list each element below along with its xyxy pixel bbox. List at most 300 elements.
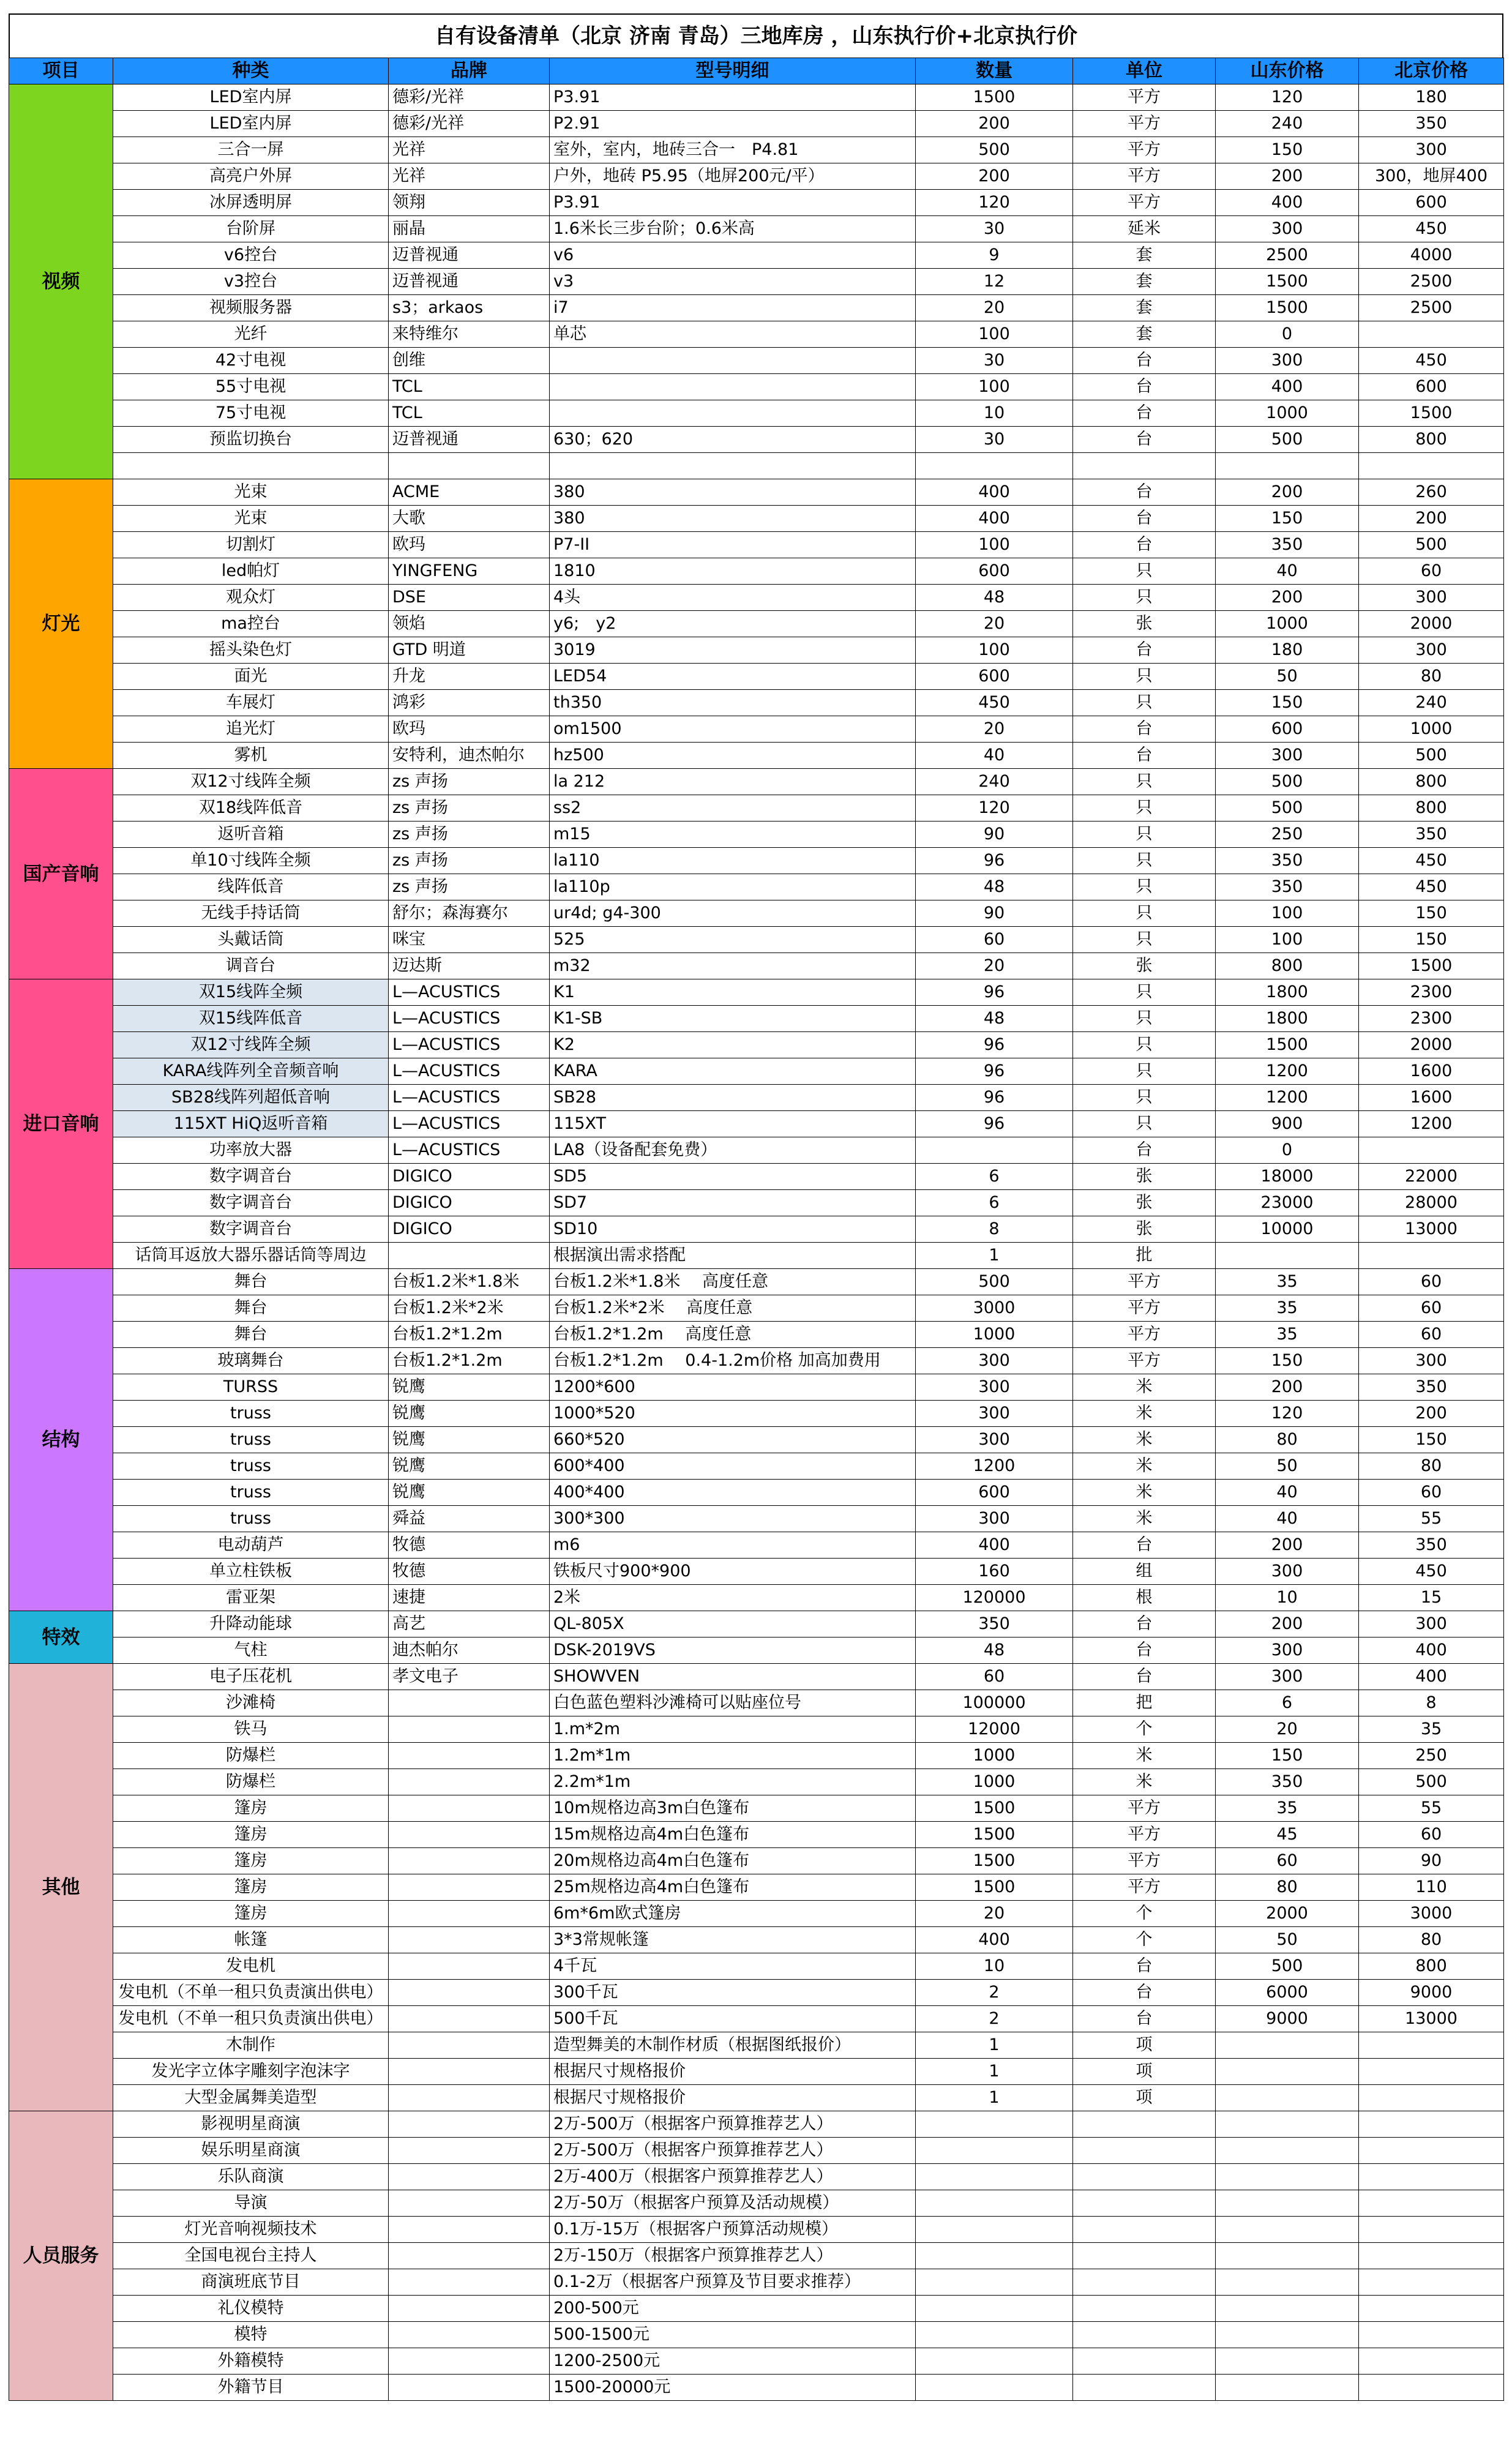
item-kind: 摇头染色灯 (113, 637, 389, 664)
item-model: P3.91 (550, 84, 916, 111)
item-brand: 牧德 (389, 1532, 550, 1559)
item-price-shandong: 10000 (1216, 1216, 1359, 1243)
item-model: 500-1500元 (550, 2322, 916, 2348)
table-row (9, 900, 1504, 927)
item-model: 6m*6m欧式篷房 (550, 1901, 916, 1927)
item-unit: 只 (1073, 848, 1216, 874)
item-unit (1073, 2111, 1216, 2138)
item-unit: 个 (1073, 1716, 1216, 1743)
item-brand (389, 1690, 550, 1716)
item-model: la 212 (550, 769, 916, 795)
item-price-beijing (1359, 2296, 1504, 2322)
item-brand: 锐鹰 (389, 1374, 550, 1401)
item-model: 525 (550, 927, 916, 953)
item-kind: TURSS (113, 1374, 389, 1401)
category-cell: 人员服务 (9, 2111, 113, 2401)
item-price-shandong: 45 (1216, 1822, 1359, 1848)
table-row (9, 979, 1504, 1006)
item-price-shandong: 240 (1216, 111, 1359, 137)
item-model: SHOWVEN (550, 1664, 916, 1690)
item-quantity: 100 (916, 532, 1073, 558)
item-model: 2.2m*1m (550, 1769, 916, 1795)
item-price-shandong: 40 (1216, 558, 1359, 585)
item-unit: 台 (1073, 743, 1216, 769)
item-unit: 米 (1073, 1743, 1216, 1769)
item-quantity: 120 (916, 190, 1073, 216)
item-quantity: 60 (916, 1664, 1073, 1690)
item-unit: 台 (1073, 506, 1216, 532)
table-row (9, 2032, 1504, 2059)
item-kind: 光束 (113, 479, 389, 506)
item-model: LA8（设备配套免费） (550, 1137, 916, 1164)
item-model: 10m规格边高3m白色篷布 (550, 1795, 916, 1822)
table-row (9, 2006, 1504, 2032)
item-brand (389, 2296, 550, 2322)
item-model: 根据尺寸规格报价 (550, 2085, 916, 2111)
item-price-shandong: 50 (1216, 1453, 1359, 1480)
item-model: KARA (550, 1058, 916, 1085)
item-kind: 电子压花机 (113, 1664, 389, 1690)
item-price-shandong: 1800 (1216, 979, 1359, 1006)
table-row (9, 190, 1504, 216)
item-unit: 平方 (1073, 1295, 1216, 1322)
item-kind: 舞台 (113, 1322, 389, 1348)
item-brand: 牧德 (389, 1559, 550, 1585)
item-kind: 篷房 (113, 1822, 389, 1848)
item-unit: 套 (1073, 295, 1216, 321)
item-model: 2万-400万（根据客户预算推荐艺人） (550, 2164, 916, 2190)
item-model: v3 (550, 269, 916, 295)
item-quantity: 90 (916, 900, 1073, 927)
item-quantity (916, 2322, 1073, 2348)
item-price-beijing: 2300 (1359, 1006, 1504, 1032)
item-unit: 根 (1073, 1585, 1216, 1611)
item-brand: 升龙 (389, 664, 550, 690)
table-row (9, 1848, 1504, 1874)
item-model: 1000*520 (550, 1401, 916, 1427)
item-price-beijing: 35 (1359, 1716, 1504, 1743)
item-price-shandong (1216, 2059, 1359, 2085)
item-brand (389, 2190, 550, 2217)
sheet-title: 自有设备清单（北京 济南 青岛）三地库房 ，山东执行价+北京执行价 (9, 13, 1503, 58)
category-cell: 结构 (9, 1269, 113, 1611)
table-row (9, 927, 1504, 953)
header-cell: 种类 (113, 58, 389, 84)
item-quantity: 10 (916, 1953, 1073, 1980)
item-brand (389, 2085, 550, 2111)
item-brand: 来特维尔 (389, 321, 550, 348)
item-brand: L—ACUSTICS (389, 1085, 550, 1111)
item-price-beijing: 2300 (1359, 979, 1504, 1006)
table-row (9, 1322, 1504, 1348)
item-quantity (916, 2296, 1073, 2322)
item-price-shandong: 1500 (1216, 1032, 1359, 1058)
table-row (9, 1295, 1504, 1322)
item-price-beijing: 450 (1359, 874, 1504, 900)
item-quantity: 300 (916, 1401, 1073, 1427)
item-unit: 项 (1073, 2085, 1216, 2111)
table-row (9, 1085, 1504, 1111)
item-kind: 面光 (113, 664, 389, 690)
item-unit: 只 (1073, 558, 1216, 585)
item-unit: 米 (1073, 1401, 1216, 1427)
item-unit (1073, 2164, 1216, 2190)
table-row (9, 1559, 1504, 1585)
item-price-beijing: 13000 (1359, 1216, 1504, 1243)
item-price-beijing: 60 (1359, 1322, 1504, 1348)
item-quantity: 48 (916, 585, 1073, 611)
item-unit: 米 (1073, 1427, 1216, 1453)
item-model (550, 374, 916, 400)
item-quantity: 1500 (916, 1822, 1073, 1848)
table-row (9, 453, 1504, 479)
item-quantity: 200 (916, 111, 1073, 137)
item-kind: 铁马 (113, 1716, 389, 1743)
item-price-beijing: 800 (1359, 1953, 1504, 1980)
item-price-shandong: 6000 (1216, 1980, 1359, 2006)
item-price-beijing (1359, 2190, 1504, 2217)
item-kind: 外籍节目 (113, 2375, 389, 2401)
item-quantity (916, 1137, 1073, 1164)
item-brand: 德彩/光祥 (389, 111, 550, 137)
item-price-beijing: 350 (1359, 1532, 1504, 1559)
header-row (9, 58, 1504, 84)
item-brand: 德彩/光祥 (389, 84, 550, 111)
item-unit: 台 (1073, 532, 1216, 558)
item-brand (389, 2322, 550, 2348)
item-model (550, 348, 916, 374)
item-brand: 光祥 (389, 137, 550, 163)
header-cell: 品牌 (389, 58, 550, 84)
item-quantity: 48 (916, 874, 1073, 900)
table-row (9, 1427, 1504, 1453)
item-price-beijing: 13000 (1359, 2006, 1504, 2032)
item-price-shandong: 6 (1216, 1690, 1359, 1716)
item-quantity: 160 (916, 1559, 1073, 1585)
item-unit: 只 (1073, 822, 1216, 848)
item-brand (389, 1980, 550, 2006)
item-price-beijing: 350 (1359, 111, 1504, 137)
item-price-shandong: 150 (1216, 1743, 1359, 1769)
item-kind: 外籍模特 (113, 2348, 389, 2375)
table-row (9, 1137, 1504, 1164)
item-brand: 迈普视通 (389, 242, 550, 269)
item-price-shandong: 200 (1216, 1374, 1359, 1401)
item-model: la110 (550, 848, 916, 874)
category-cell: 视频 (9, 84, 113, 479)
item-price-beijing (1359, 2375, 1504, 2401)
item-quantity (916, 2348, 1073, 2375)
item-quantity: 1 (916, 2059, 1073, 2085)
item-price-beijing: 1200 (1359, 1111, 1504, 1137)
item-price-beijing: 400 (1359, 1664, 1504, 1690)
item-price-shandong: 300 (1216, 1664, 1359, 1690)
item-price-shandong: 200 (1216, 163, 1359, 190)
item-model: la110p (550, 874, 916, 900)
table-row (9, 1164, 1504, 1190)
item-price-shandong (1216, 453, 1359, 479)
item-brand: 锐鹰 (389, 1401, 550, 1427)
item-unit: 张 (1073, 953, 1216, 979)
item-brand: 台板1.2*1.2m (389, 1322, 550, 1348)
item-price-shandong (1216, 2375, 1359, 2401)
item-brand: 台板1.2米*1.8米 (389, 1269, 550, 1295)
item-price-shandong: 300 (1216, 743, 1359, 769)
item-unit: 台 (1073, 400, 1216, 427)
item-unit: 米 (1073, 1480, 1216, 1506)
item-brand: TCL (389, 374, 550, 400)
item-kind: 升降动能球 (113, 1611, 389, 1637)
table-row (9, 2296, 1504, 2322)
table-row (9, 1980, 1504, 2006)
item-price-shandong: 1000 (1216, 611, 1359, 637)
table-row (9, 1664, 1504, 1690)
item-kind: 雾机 (113, 743, 389, 769)
item-kind: 三合一屏 (113, 137, 389, 163)
item-model: P7-II (550, 532, 916, 558)
item-price-beijing: 60 (1359, 1295, 1504, 1322)
item-price-shandong: 350 (1216, 1769, 1359, 1795)
item-price-beijing: 2500 (1359, 295, 1504, 321)
item-model: 25m规格边高4m白色篷布 (550, 1874, 916, 1901)
item-unit (1073, 2375, 1216, 2401)
item-model: SB28 (550, 1085, 916, 1111)
item-quantity (916, 2269, 1073, 2296)
item-price-shandong: 300 (1216, 1559, 1359, 1585)
table-row (9, 1006, 1504, 1032)
item-unit: 套 (1073, 269, 1216, 295)
item-kind: 预监切换台 (113, 427, 389, 453)
item-kind: 台阶屏 (113, 216, 389, 242)
item-brand (389, 1795, 550, 1822)
item-unit: 批 (1073, 1243, 1216, 1269)
item-price-beijing (1359, 2032, 1504, 2059)
item-price-beijing (1359, 2164, 1504, 2190)
item-quantity: 96 (916, 1111, 1073, 1137)
item-kind: 沙滩椅 (113, 1690, 389, 1716)
item-price-shandong: 80 (1216, 1427, 1359, 1453)
item-quantity: 20 (916, 1901, 1073, 1927)
item-quantity: 30 (916, 427, 1073, 453)
item-brand: L—ACUSTICS (389, 1032, 550, 1058)
item-quantity (916, 2375, 1073, 2401)
item-unit: 米 (1073, 1374, 1216, 1401)
item-price-beijing: 55 (1359, 1506, 1504, 1532)
table-row (9, 84, 1504, 111)
item-price-shandong (1216, 2243, 1359, 2269)
item-brand: DIGICO (389, 1164, 550, 1190)
item-kind: 商演班底节目 (113, 2269, 389, 2296)
item-unit (1073, 453, 1216, 479)
item-brand (389, 2375, 550, 2401)
item-price-beijing (1359, 1243, 1504, 1269)
item-kind: 75寸电视 (113, 400, 389, 427)
item-price-beijing (1359, 2085, 1504, 2111)
item-model: 1.6米长三步台阶；0.6米高 (550, 216, 916, 242)
table-row (9, 1058, 1504, 1085)
item-price-beijing: 300 (1359, 1348, 1504, 1374)
item-price-shandong: 35 (1216, 1322, 1359, 1348)
item-price-beijing: 60 (1359, 1480, 1504, 1506)
item-kind: 舞台 (113, 1269, 389, 1295)
item-price-beijing: 3000 (1359, 1901, 1504, 1927)
item-price-shandong: 500 (1216, 1953, 1359, 1980)
item-price-beijing: 800 (1359, 427, 1504, 453)
item-price-shandong: 150 (1216, 137, 1359, 163)
item-unit (1073, 2269, 1216, 2296)
item-kind: 切割灯 (113, 532, 389, 558)
item-unit: 只 (1073, 979, 1216, 1006)
item-quantity: 450 (916, 690, 1073, 716)
item-kind (113, 453, 389, 479)
item-brand (389, 2032, 550, 2059)
table-row (9, 1506, 1504, 1532)
table-row (9, 716, 1504, 743)
item-price-beijing: 1600 (1359, 1085, 1504, 1111)
category-cell: 国产音响 (9, 769, 113, 979)
item-kind: 篷房 (113, 1874, 389, 1901)
item-brand (389, 2111, 550, 2138)
item-unit: 平方 (1073, 163, 1216, 190)
item-model: 户外，地砖 P5.95（地屏200元/平） (550, 163, 916, 190)
item-unit: 台 (1073, 1953, 1216, 1980)
item-price-beijing: 55 (1359, 1795, 1504, 1822)
table-row (9, 1453, 1504, 1480)
item-kind: 42寸电视 (113, 348, 389, 374)
item-brand: 欧玛 (389, 532, 550, 558)
table-row (9, 2085, 1504, 2111)
item-unit: 米 (1073, 1506, 1216, 1532)
item-brand: zs 声扬 (389, 874, 550, 900)
item-price-shandong: 1800 (1216, 1006, 1359, 1032)
item-price-shandong: 9000 (1216, 2006, 1359, 2032)
item-kind: 单10寸线阵全频 (113, 848, 389, 874)
item-quantity: 3000 (916, 1295, 1073, 1322)
item-quantity: 90 (916, 822, 1073, 848)
item-price-beijing: 450 (1359, 1559, 1504, 1585)
table-row (9, 1032, 1504, 1058)
table-row (9, 1795, 1504, 1822)
item-price-beijing: 80 (1359, 1453, 1504, 1480)
item-model: 1200-2500元 (550, 2348, 916, 2375)
item-kind: 追光灯 (113, 716, 389, 743)
item-quantity: 96 (916, 1085, 1073, 1111)
item-price-shandong: 35 (1216, 1295, 1359, 1322)
item-price-beijing: 450 (1359, 216, 1504, 242)
item-price-beijing (1359, 2243, 1504, 2269)
item-unit: 平方 (1073, 190, 1216, 216)
item-kind: v6控台 (113, 242, 389, 269)
item-price-shandong: 250 (1216, 822, 1359, 848)
item-kind: 双15线阵低音 (113, 1006, 389, 1032)
item-kind: LED室内屏 (113, 84, 389, 111)
item-unit: 台 (1073, 2006, 1216, 2032)
item-price-beijing: 110 (1359, 1874, 1504, 1901)
item-price-beijing (1359, 453, 1504, 479)
item-quantity: 1500 (916, 1795, 1073, 1822)
item-quantity: 1 (916, 2085, 1073, 2111)
item-price-beijing: 1500 (1359, 400, 1504, 427)
item-model: 1200*600 (550, 1374, 916, 1401)
item-quantity: 500 (916, 1269, 1073, 1295)
item-price-beijing: 1000 (1359, 716, 1504, 743)
item-price-beijing: 200 (1359, 506, 1504, 532)
item-price-shandong: 40 (1216, 1506, 1359, 1532)
item-brand (389, 2217, 550, 2243)
item-unit: 项 (1073, 2059, 1216, 2085)
item-brand: 迈普视通 (389, 427, 550, 453)
item-unit: 台 (1073, 427, 1216, 453)
item-brand (389, 1953, 550, 1980)
table-body (9, 84, 1504, 2401)
item-brand (389, 1743, 550, 1769)
table-row (9, 2111, 1504, 2138)
item-quantity (916, 453, 1073, 479)
table-row (9, 848, 1504, 874)
item-price-beijing (1359, 2217, 1504, 2243)
item-quantity: 48 (916, 1006, 1073, 1032)
item-model: 630；620 (550, 427, 916, 453)
item-brand: 锐鹰 (389, 1480, 550, 1506)
item-quantity: 96 (916, 1058, 1073, 1085)
item-quantity: 400 (916, 479, 1073, 506)
item-kind: 冰屏透明屏 (113, 190, 389, 216)
table-row (9, 163, 1504, 190)
table-row (9, 2269, 1504, 2296)
item-price-shandong (1216, 2296, 1359, 2322)
item-unit: 台 (1073, 716, 1216, 743)
item-model: K1-SB (550, 1006, 916, 1032)
item-price-beijing: 4000 (1359, 242, 1504, 269)
table-row (9, 1611, 1504, 1637)
item-price-shandong: 150 (1216, 506, 1359, 532)
item-quantity: 30 (916, 216, 1073, 242)
item-kind: 雷亚架 (113, 1585, 389, 1611)
item-model: 20m规格边高4m白色篷布 (550, 1848, 916, 1874)
item-brand (389, 1822, 550, 1848)
table-row (9, 532, 1504, 558)
item-unit: 只 (1073, 769, 1216, 795)
item-price-shandong (1216, 2085, 1359, 2111)
item-model: 室外，室内，地砖三合一 P4.81 (550, 137, 916, 163)
item-model: 造型舞美的木制作材质（根据图纸报价） (550, 2032, 916, 2059)
item-price-shandong: 100 (1216, 927, 1359, 953)
item-kind: 篷房 (113, 1901, 389, 1927)
item-unit: 只 (1073, 795, 1216, 822)
table-row (9, 1401, 1504, 1427)
item-model: 400*400 (550, 1480, 916, 1506)
item-unit (1073, 2138, 1216, 2164)
item-brand (389, 1927, 550, 1953)
header-cell: 项目 (9, 58, 113, 84)
item-price-beijing: 600 (1359, 190, 1504, 216)
item-price-beijing: 300 (1359, 137, 1504, 163)
item-model: 380 (550, 506, 916, 532)
table-row (9, 822, 1504, 848)
item-model: 2万-500万（根据客户预算推荐艺人） (550, 2138, 916, 2164)
item-model: 台板1.2米*1.8米 高度任意 (550, 1269, 916, 1295)
item-model: 单芯 (550, 321, 916, 348)
item-brand (389, 453, 550, 479)
item-model: SD7 (550, 1190, 916, 1216)
item-price-beijing: 200 (1359, 1401, 1504, 1427)
item-price-beijing: 8 (1359, 1690, 1504, 1716)
item-quantity: 300 (916, 1427, 1073, 1453)
item-price-shandong: 600 (1216, 716, 1359, 743)
table-row (9, 1953, 1504, 1980)
item-price-shandong (1216, 2322, 1359, 2348)
item-unit (1073, 2348, 1216, 2375)
